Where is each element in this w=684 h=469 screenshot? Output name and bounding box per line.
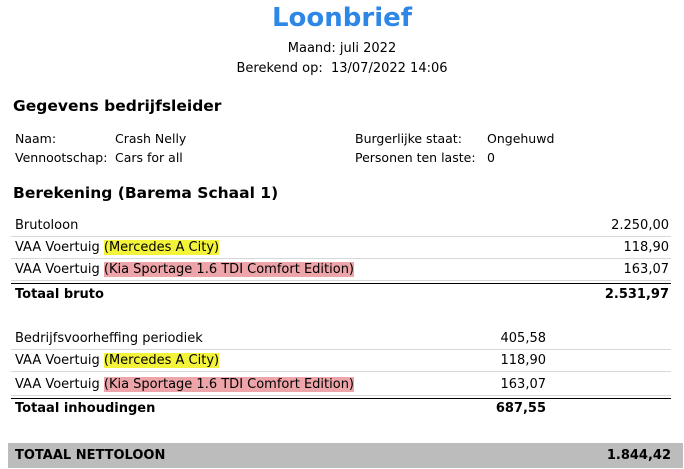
- calculation-heading: Berekening (Barema Schaal 1): [13, 184, 279, 202]
- deduction-row: [11, 328, 671, 350]
- leader-heading: Gegevens bedrijfsleider: [13, 97, 222, 115]
- car-highlight: (Kia Sportage 1.6 TDI Comfort Edition): [103, 377, 355, 392]
- gross-row: [11, 259, 671, 281]
- dependents-value: 0: [487, 150, 495, 165]
- deduction-row: [11, 374, 671, 396]
- net-total-bar: [8, 443, 683, 468]
- deduction-row: [11, 350, 671, 372]
- company-value: Cars for all: [115, 150, 183, 165]
- calculated-on: [0, 61, 684, 76]
- gross-total-row: [11, 284, 671, 305]
- car-highlight: (Mercedes A City): [103, 353, 220, 368]
- row-label: VAA Voertuig: [15, 353, 100, 368]
- gross-total-amount: 2.531,97: [604, 287, 669, 302]
- row-amount: 2.250,00: [611, 218, 669, 233]
- month-text: Maand: juli 2022: [287, 41, 397, 56]
- row-label: VAA Voertuig: [15, 240, 100, 255]
- gross-total-label: Totaal bruto: [15, 287, 104, 302]
- deduction-total-amount: 687,55: [495, 401, 546, 416]
- row-amount: 163,07: [623, 262, 669, 277]
- civil-status-value: Ongehuwd: [487, 131, 555, 146]
- row-label: Bedrijfsvoorheffing periodiek: [15, 331, 203, 346]
- car-highlight: (Kia Sportage 1.6 TDI Comfort Edition): [103, 262, 355, 277]
- row-amount: 405,58: [500, 331, 546, 346]
- gross-row: [11, 237, 671, 259]
- row-amount: 118,90: [500, 353, 546, 368]
- deduction-total-label: Totaal inhoudingen: [15, 401, 156, 416]
- calculated-value: 13/07/2022 14:06: [330, 61, 448, 76]
- name-label: Naam:: [15, 131, 57, 146]
- name-value: Crash Nelly: [115, 131, 187, 146]
- dependents-label: Personen ten laste:: [355, 150, 476, 165]
- page-title: Loonbrief: [271, 3, 413, 33]
- row-label: VAA Voertuig: [15, 377, 100, 392]
- net-total-label: TOTAAL NETTOLOON: [15, 448, 166, 463]
- row-label: VAA Voertuig: [15, 262, 100, 277]
- calculated-label: Berekend op:: [236, 61, 323, 76]
- deduction-total-row: [11, 398, 671, 419]
- row-amount: 163,07: [500, 377, 546, 392]
- car-highlight: (Mercedes A City): [103, 240, 220, 255]
- row-amount: 118,90: [623, 240, 669, 255]
- company-label: Vennootschap:: [15, 150, 108, 165]
- civil-status-label: Burgerlijke staat:: [355, 131, 462, 146]
- gross-row: [11, 215, 671, 237]
- net-total-amount: 1.844,42: [606, 448, 671, 463]
- row-label: Brutoloon: [15, 218, 79, 233]
